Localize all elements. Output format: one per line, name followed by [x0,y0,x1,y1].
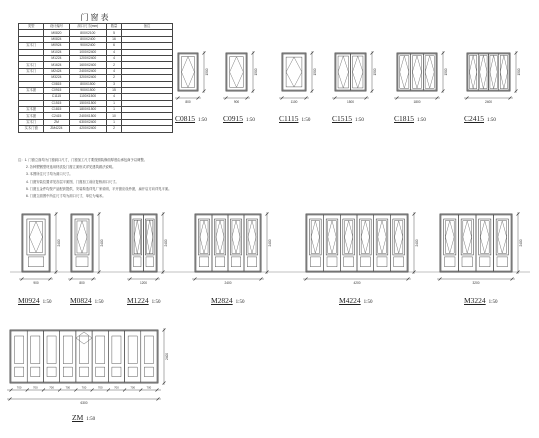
table-cell: 4 [106,55,121,61]
scale-note: 1:50 [246,118,255,123]
scale-note: 1:50 [94,300,104,305]
lattice-diamond [469,55,476,88]
table-cell: 实木门 [19,68,44,74]
lattice-diamond [353,56,363,88]
sash-inner-frame [353,56,363,88]
door-bottom-panel [144,367,153,377]
schedule-header-cell: 设计编号 [44,24,69,30]
door-frame [71,214,93,272]
door-elevation-m2824 [192,212,272,285]
lattice-diamond [147,220,153,254]
sash-inner-frame [338,56,348,88]
sash-inner-frame [182,57,195,88]
width-dimension: 1800 [413,100,421,104]
elevation-code: M3224 [464,296,486,305]
table-cell: C1515 [44,100,69,106]
schedule-header-cell: 备注 [122,24,173,30]
door-bottom-panel [327,257,337,267]
table-cell: C1115 [44,94,69,100]
table-cell: 1 [106,100,121,106]
door-bottom-panel [76,257,88,267]
elevation-code-label [211,296,245,305]
elevation-code-label [464,296,498,305]
window-elevation-c0815 [175,51,209,104]
table-cell: M1024 [44,49,69,55]
door-bottom-panel [215,257,225,267]
door-bottom-panel [47,367,56,377]
door-bottom-panel [15,367,24,377]
lattice-diamond [480,221,489,254]
door-bottom-panel [79,367,88,377]
lattice-diamond [200,221,208,254]
table-cell: 2400X1500 [69,113,106,119]
table-cell: 4200X2400 [69,126,106,132]
schedule-table [18,23,173,133]
window-frame [226,53,247,91]
table-cell: 900X1500 [69,87,106,93]
door-elevation-m3224 [437,212,523,285]
scale-note: 1:50 [198,118,207,123]
segment-dimension: 700 [130,385,136,390]
door-bottom-panel [394,257,404,267]
segment-dimension: 700 [114,385,119,390]
lattice-diamond [311,221,319,254]
table-cell: M0924 [44,43,69,49]
table-cell: 4 [106,94,121,100]
lattice-diamond [182,57,195,88]
table-cell: ZM [44,119,69,125]
scale-note: 1:50 [487,118,496,123]
sash-inner-frame [248,221,256,254]
elevation-code-label [339,296,373,305]
sash-inner-frame [200,221,208,254]
table-cell: C2415 [44,113,69,119]
elevation-code: M0824 [70,296,92,305]
table-cell: 2 [106,62,121,68]
table-cell: 3 [106,81,121,87]
door-elevation-m4224 [303,212,419,285]
sash-inner-frame [480,55,487,88]
door-glass-panel [112,336,121,364]
window-elevation-c1815 [394,51,448,104]
window-elevation-c2415 [464,51,521,104]
door-leaf [125,331,141,382]
height-dimension: 1500 [254,68,258,76]
table-cell: 1800X1500 [69,107,106,113]
sash-inner-frame [490,55,497,88]
height-dimension: 1500 [373,68,377,76]
door-bottom-panel [310,257,320,267]
window-frame [178,53,198,91]
table-cell: ZM4224 [44,126,69,132]
width-dimension: 4200 [353,281,361,285]
table-row [19,126,173,132]
sash-inner-frame [394,221,402,254]
lattice-diamond [248,221,256,254]
sash-inner-frame [344,221,352,254]
sash-inner-frame [147,220,153,254]
sash-inner-frame [412,56,421,88]
width-dimension: 2400 [484,100,493,104]
segment-dimension: 700 [81,385,87,390]
table-cell: 1 [106,107,121,113]
schedule-title: 门窗表 [80,13,111,22]
table-cell: M0820 [44,30,69,36]
sash-inner-frame [134,220,140,254]
height-dimension: 2400 [57,239,61,247]
width-dimension: 900 [33,281,39,285]
sash-frame [283,54,305,90]
note-line: 注：1. 门窗立面均为门窗洞口尺寸，门窗加工尺寸要按照装修面厚度由承包商予以调整。 [18,158,147,162]
table-cell: 2400X2400 [69,68,106,74]
height-dimension: 1500 [205,68,209,76]
elevation-code: ZM [72,413,84,422]
table-cell: 6300X2400 [69,119,106,125]
lattice-diamond [328,221,336,254]
note-line: 5. 门窗五金件均按产品配套提供，安装构造详见厂家说明，平开窗应设纱窗，扇开启方向详见平面。 [26,186,172,191]
table-cell: 2 [106,126,121,132]
lattice-diamond [412,56,421,88]
elevation-code-label [223,114,255,123]
elevation-code: C0815 [175,114,196,123]
scale-note: 1:50 [301,118,311,123]
door-bottom-panel [112,367,121,377]
door-bottom-panel [134,257,142,267]
table-cell: 800X2100 [69,30,106,36]
height-dimension: 2400 [164,239,168,247]
door-bottom-panel [462,257,473,267]
lattice-diamond [490,55,497,88]
height-dimension: 1500 [517,68,521,76]
sash-inner-frame [469,55,476,88]
table-cell: 1000X2400 [69,49,106,55]
table-cell: 实木门 [19,62,44,68]
lattice-diamond [400,56,409,88]
width-dimension: 1500 [346,100,355,104]
sash-inner-frame [498,221,507,254]
scale-note: 1:50 [151,300,161,305]
sash-inner-frame [463,221,472,254]
total-dimension: 6300 [80,401,88,405]
door-bottom-panel [128,367,137,377]
door-leaf [141,331,157,382]
segment-dimension: 700 [65,385,71,390]
table-cell: 实木门 [19,43,44,49]
height-dimension: 2400 [165,352,169,361]
door-glass-panel [128,336,137,364]
sash-inner-frame [378,221,386,254]
scale-note: 1:50 [355,118,364,123]
elevation-code-label [127,296,161,305]
segment-dimension: 700 [32,385,38,390]
door-leaf [27,331,43,382]
lattice-diamond [77,221,87,253]
window-frame [397,53,437,91]
table-cell: 15 [106,87,121,93]
door-bottom-panel [31,367,40,377]
lattice-diamond [394,221,402,254]
table-cell: 3200X2400 [69,75,106,81]
door-glass-panel [63,336,72,364]
elevation-code: C1815 [394,114,415,123]
width-dimension: 800 [79,281,85,285]
elevation-code-label [70,296,104,305]
lattice-diamond [463,221,472,254]
door-leaf [11,331,27,382]
table-cell: 2 [106,75,121,81]
table-cell: 16 [106,36,121,42]
lattice-diamond [216,221,224,254]
door-glass-panel [47,336,56,364]
door-bottom-panel [344,257,354,267]
table-cell: 1600X2400 [69,62,106,68]
table-cell: M1624 [44,62,69,68]
scale-note: 1:50 [488,300,498,305]
door-elevation-m0824 [68,212,104,285]
scale-note: 1:50 [86,417,96,422]
elevation-code: M0924 [18,296,40,305]
window-frame [282,53,306,91]
table-cell: C0915 [44,87,69,93]
table-cell: 4 [106,68,121,74]
door-bottom-panel [360,257,370,267]
scale-note: 1:50 [235,300,245,305]
door-glass-panel [79,336,88,364]
design-notes [18,157,258,200]
scale-note: 1:50 [42,300,52,305]
door-glass-panel [31,336,40,364]
lattice-diamond [286,57,302,87]
lattice-diamond [500,55,507,88]
sash-inner-frame [216,221,224,254]
sash-inner-frame [286,57,302,87]
lattice-diamond [361,221,369,254]
sash-inner-frame [232,221,240,254]
lattice-diamond [480,55,487,88]
door-glass-panel [96,336,105,364]
table-cell: M0824 [44,36,69,42]
note-line: 2. 各种塑钢型材选用材质及门窗立面形式详见建筑做法说明。 [26,165,116,170]
table-cell: M2424 [44,68,69,74]
door-bottom-panel [247,257,257,267]
door-bottom-panel [146,257,154,267]
lattice-diamond [134,220,140,254]
elevation-code-label [464,114,496,123]
door-bottom-panel [445,257,456,267]
height-dimension: 2400 [268,239,272,247]
window-elevation-c1515 [332,51,377,104]
table-cell: 1200X2400 [69,55,106,61]
width-dimension: 1200 [139,281,148,285]
table-cell: C1815 [44,107,69,113]
width-dimension: 800 [185,100,191,104]
elevation-code: M1224 [127,296,149,305]
elevation-code: C2415 [464,114,485,123]
height-dimension: 1500 [313,68,317,76]
width-dimension: 1100 [290,100,298,104]
table-cell: 800X1500 [69,81,106,87]
lattice-diamond [498,221,507,254]
sash-inner-frame [480,221,489,254]
segment-dimension: 700 [97,385,103,390]
door-leaf [43,331,59,382]
door-elevation-m1224 [127,212,168,285]
table-cell: 800X2400 [69,36,106,42]
elevation-code-label [175,114,207,123]
table-cell: 1100X1500 [69,94,106,100]
schedule-header-cell: 类型 [19,24,44,30]
table-cell: 实木门窗 [19,126,44,132]
sash-inner-frame [311,221,319,254]
table-cell: 1 [106,119,121,125]
scale-note: 1:50 [417,118,426,123]
door-frame [22,214,50,272]
table-cell: 实木窗 [19,87,44,93]
door-leaf [60,331,76,382]
table-cell: 1500X1500 [69,100,106,106]
height-dimension: 2400 [100,239,104,247]
table-cell: 实木窗 [19,107,44,113]
door-bottom-panel [480,257,491,267]
schedule-header-cell: 洞口尺寸(mm) [69,24,106,30]
window-elevation-c1115 [279,51,317,104]
width-dimension: 900 [233,100,240,104]
segment-dimension: 700 [16,385,22,390]
door-leaf [76,331,92,382]
note-line: 4. 门窗安装位置详见各层平面图，门窗加工前应复核洞口尺寸。 [26,179,119,184]
sash-inner-frame [77,221,87,253]
width-dimension: 2400 [224,281,232,285]
lattice-diamond [29,222,42,253]
elevation-code: M2824 [211,296,233,305]
elevation-code: C1515 [332,114,353,123]
elevation-code-label [18,296,52,305]
door-bottom-panel [231,257,241,267]
elevation-code: C1115 [279,114,299,123]
lattice-diamond [378,221,386,254]
schedule-body [19,30,173,132]
door-bottom-panel [497,257,508,267]
sash-inner-frame [361,221,369,254]
sash-inner-frame [400,56,409,88]
lattice-diamond [338,56,348,88]
elevation-code-label [279,114,310,123]
elevation-code-label [72,413,95,422]
door-leaf [92,331,108,382]
door-elevation-zm [7,328,169,405]
height-dimension: 1500 [444,68,448,76]
schedule-header-cell: 数量 [106,24,121,30]
height-dimension: 2400 [415,239,419,247]
table-cell: 实木窗 [19,113,44,119]
segment-dimension: 700 [146,385,152,390]
elevation-code-label [394,114,426,123]
table-cell: 4 [106,49,121,55]
segment-dimension: 700 [49,385,54,390]
door-bottom-panel [377,257,387,267]
table-cell: 6 [106,43,121,49]
sash-inner-frame [500,55,507,88]
door-elevation-m0924 [19,212,61,285]
scale-note: 1:50 [363,300,373,305]
table-cell [122,126,173,132]
door-bottom-panel [63,367,72,377]
door-bottom-panel [96,367,105,377]
elevation-code: C0915 [223,114,244,123]
lattice-diamond [230,57,244,88]
note-line: 6. 门窗立面图中所注尺寸均为洞口尺寸，单位为毫米。 [26,193,106,198]
door-glass-panel [15,336,24,364]
door-bottom-panel [28,257,44,267]
table-cell: M3224 [44,75,69,81]
sash-inner-frame [328,221,336,254]
lattice-diamond [76,332,92,344]
lattice-diamond [445,221,454,254]
note-line: 3. 本图所注尺寸均为洞口尺寸。 [26,172,73,177]
table-cell: 900X2400 [69,43,106,49]
door-leaf [108,331,124,382]
table-cell: C0815 [44,81,69,87]
table-cell: M1224 [44,55,69,61]
width-dimension: 3200 [472,281,480,285]
lattice-diamond [344,221,352,254]
door-frame [10,330,158,383]
elevation-code-label [332,114,364,123]
table-cell: 5 [106,30,121,36]
lattice-diamond [425,56,434,88]
sash-inner-frame [29,222,42,253]
door-glass-panel [144,336,153,364]
height-dimension: 2400 [519,239,523,247]
window-elevation-c0915 [223,51,258,104]
lattice-diamond [232,221,240,254]
table-cell: 实木门 [19,119,44,125]
sash-inner-frame [425,56,434,88]
sash-inner-frame [230,57,244,88]
sash-inner-frame [445,221,454,254]
door-bottom-panel [199,257,209,267]
table-cell: 10 [106,113,121,119]
elevation-code: M4224 [339,296,361,305]
